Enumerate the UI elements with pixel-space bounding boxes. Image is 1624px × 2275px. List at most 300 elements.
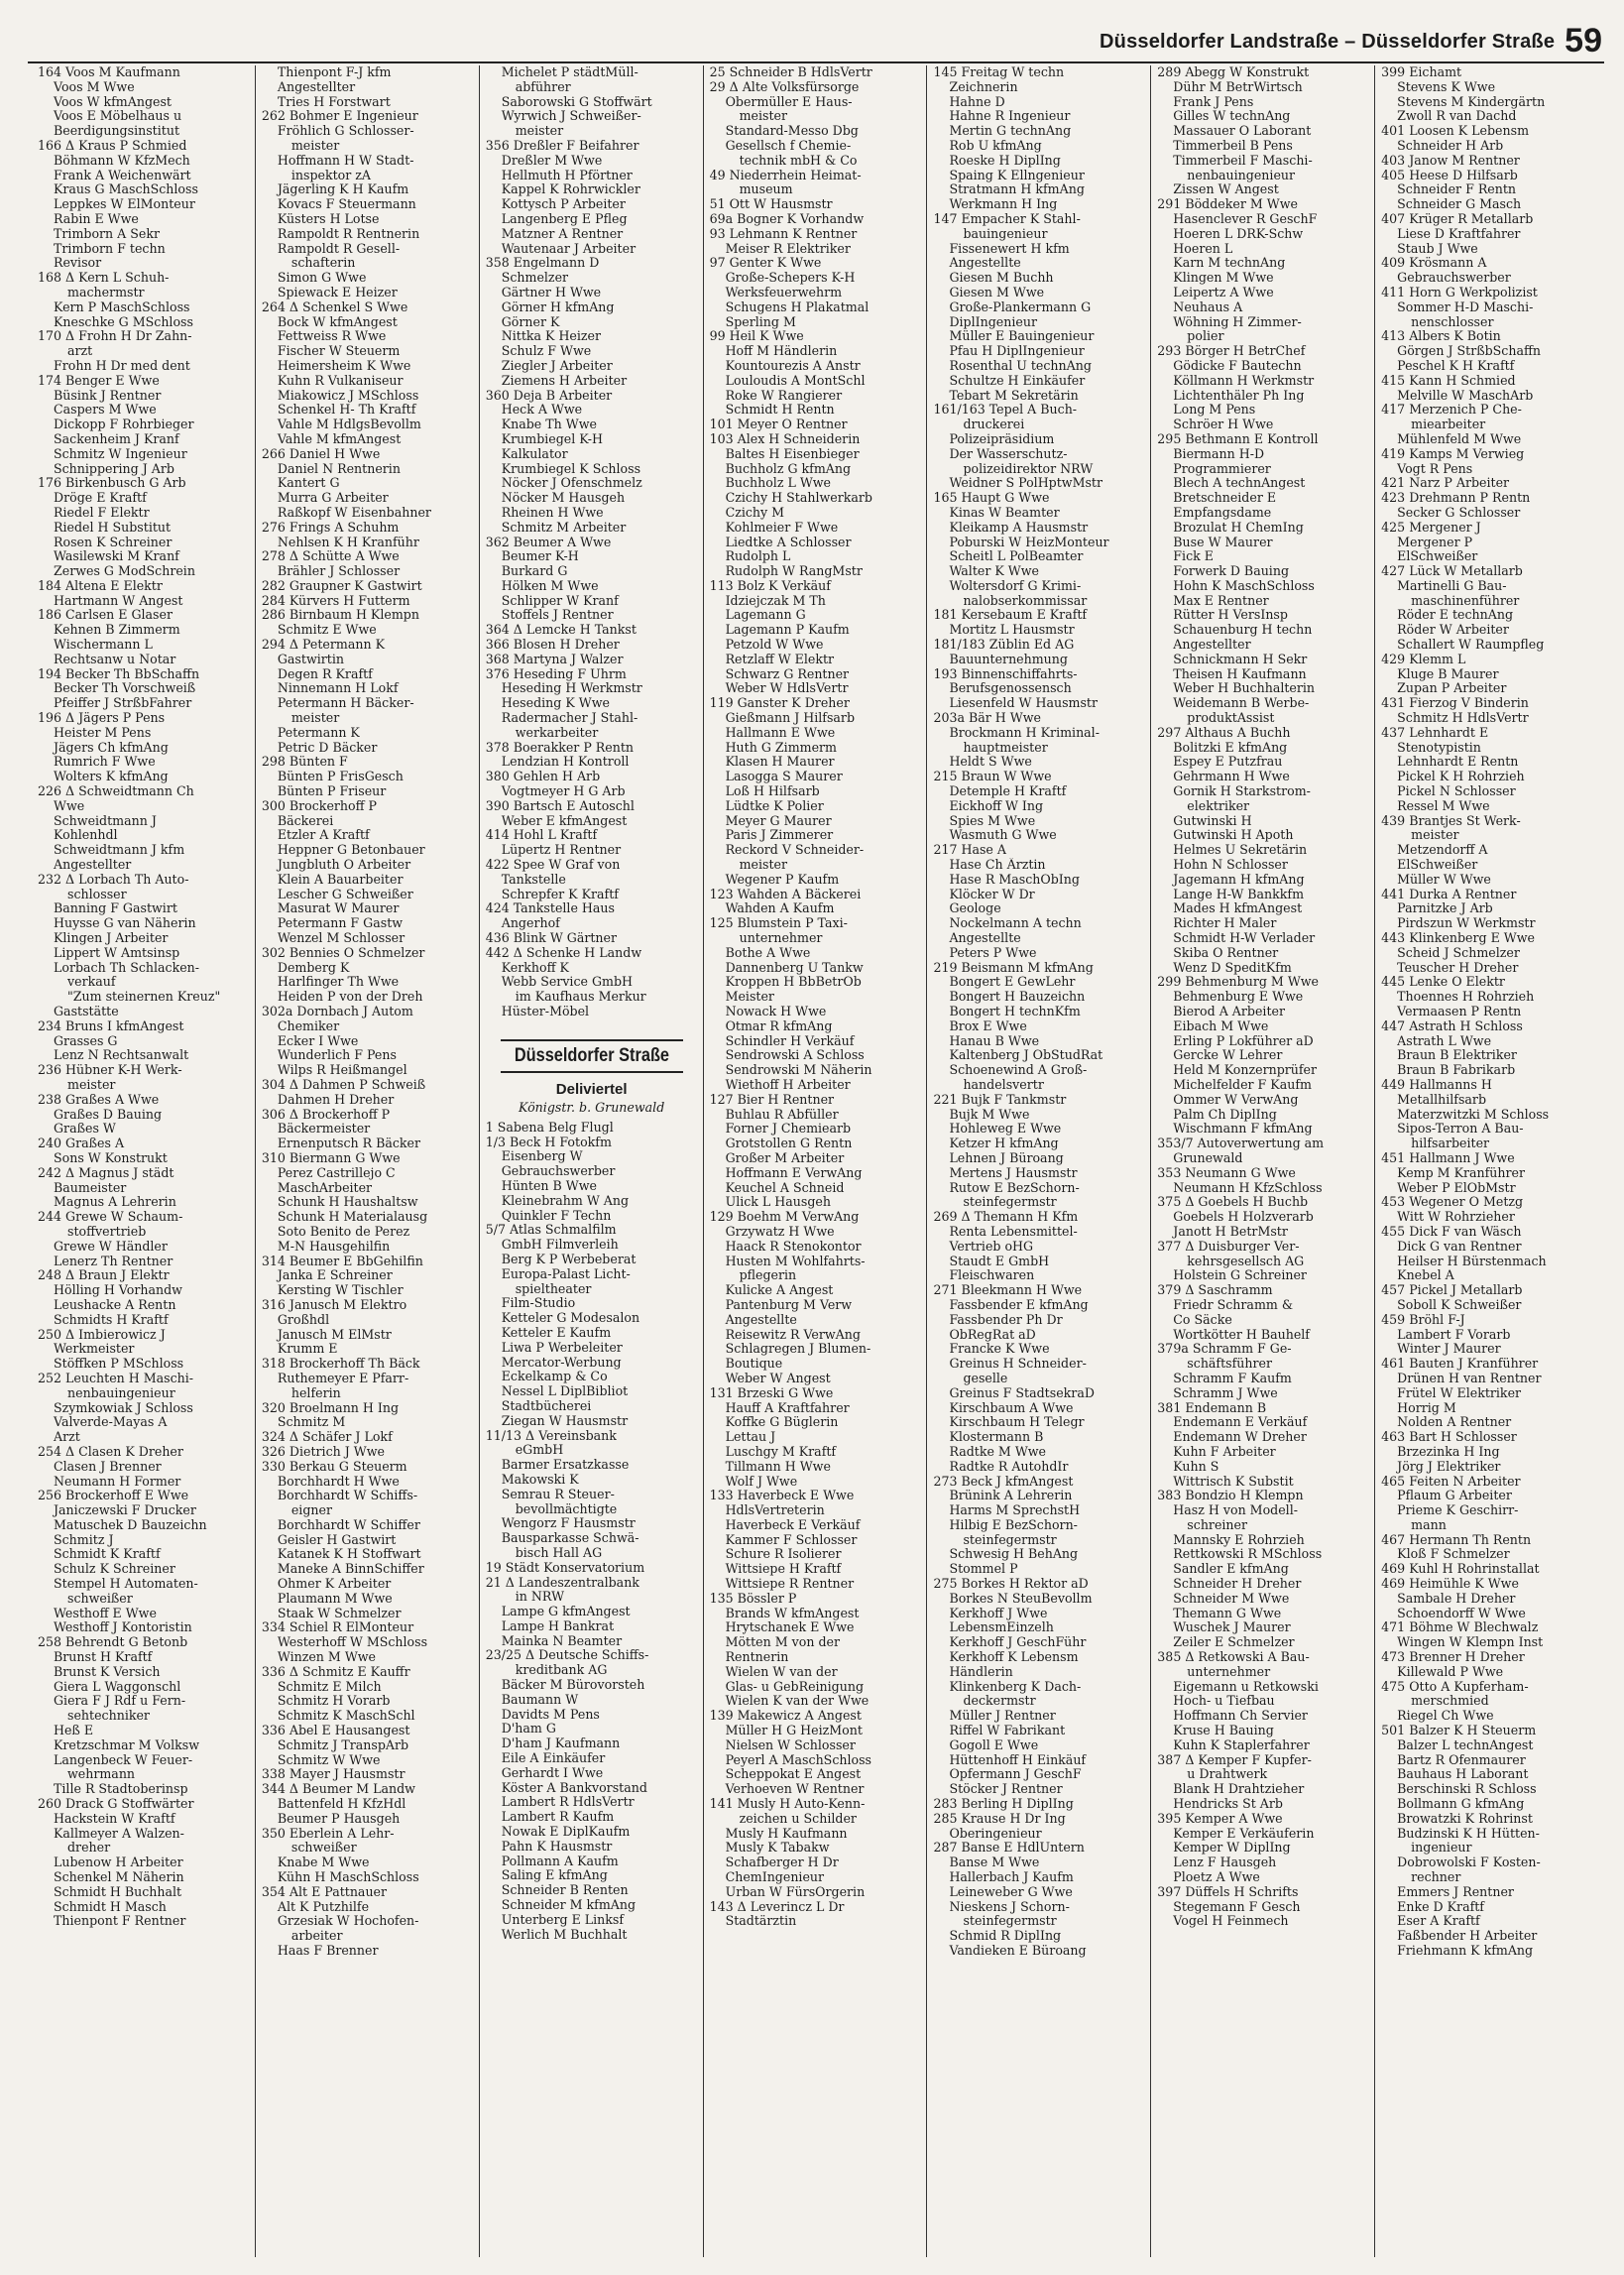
directory-entry: Bothe A Wwe (725, 945, 811, 960)
directory-entry: bisch Hall AG (515, 1545, 603, 1560)
directory-entry: 336 Abel E Hausangest (261, 1724, 410, 1738)
directory-entry: Peters P Wwe (949, 945, 1037, 960)
directory-entry: schafterin (290, 256, 356, 271)
directory-entry: Enke D Kraftf (1397, 1899, 1484, 1914)
directory-entry: Mannsky E Rohrzieh (1173, 1532, 1305, 1547)
directory-entry: Melville W MaschArb (1397, 388, 1534, 403)
directory-entry: 215 Braun W Wwe (933, 770, 1052, 784)
directory-entry: Pfeiffer J StrßbFahrer (54, 696, 192, 711)
directory-entry: Nockelmann A techn (949, 916, 1082, 931)
directory-entry: Prieme K Geschirr- (1397, 1503, 1519, 1518)
directory-entry: Ommer W VerwAng (1173, 1092, 1299, 1107)
directory-entry: Weber W Angest (725, 1371, 831, 1385)
directory-entry: Hohn K MaschSchloss (1173, 578, 1315, 593)
directory-entry: Katanek K H Stoffwart (277, 1547, 421, 1562)
directory-entry: in NRW (515, 1590, 565, 1605)
directory-entry: Gutwinski H Apoth (1173, 828, 1294, 843)
directory-entry: Standard-Messo Dbg (725, 124, 859, 139)
directory-entry: Helmes U Sekretärin (1173, 843, 1308, 858)
directory-entry: 358 Engelmann D (485, 256, 600, 271)
directory-entry: Poburski W HeizMonteur (949, 535, 1109, 549)
directory-entry: Hoeren L (1173, 241, 1233, 256)
directory-entry: Schunk H Haushaltsw (277, 1195, 418, 1210)
directory-entry: 143 Δ Leverincz L Dr (709, 1899, 845, 1914)
directory-entry: Baumann W (501, 1692, 579, 1707)
directory-entry: Ziegler J Arbeiter (501, 358, 613, 373)
directory-entry: 334 Schiel R ElMonteur (261, 1620, 414, 1635)
directory-entry: Makowski K (501, 1472, 579, 1487)
directory-entry: Brozulat H ChemIng (1173, 520, 1304, 535)
directory-entry: Renta Lebensmittel- (949, 1224, 1078, 1239)
directory-entry: Böhmann W KfzMech (54, 153, 190, 168)
directory-entry: Meiser R Elektriker (725, 241, 851, 256)
directory-entry: 286 Birnbaum H Klempn (261, 608, 419, 623)
directory-entry: Hilbig E BezSchorn- (949, 1517, 1078, 1532)
directory-entry: Czichy H Stahlwerkarb (725, 491, 872, 506)
directory-entry: Giesen M Buchh (949, 271, 1054, 286)
directory-entry: Film-Studio (501, 1296, 576, 1311)
directory-entry: Büsink J Rentner (54, 388, 162, 403)
directory-entry: Gornik H Starkstrom- (1173, 784, 1311, 799)
directory-entry: 314 Beumer E BbGehilfin (261, 1254, 423, 1268)
directory-entry: Schafberger H Dr (725, 1856, 839, 1870)
directory-entry: Pirdszun W Werkmstr (1397, 916, 1536, 931)
directory-entry: 260 Drack G Stoffwärter (38, 1797, 194, 1812)
directory-entry: Materzwitzki M Schloss (1397, 1107, 1550, 1122)
directory-entry: Frohn H Dr med dent (54, 358, 190, 373)
directory-entry: Lagemann P Kaufm (725, 623, 850, 638)
page-number: 59 (1565, 22, 1602, 60)
directory-entry: Frütel W Elektriker (1397, 1385, 1522, 1400)
directory-entry: Dobrowolski F Kosten- (1397, 1856, 1541, 1870)
directory-entry: Bauunternehmung (949, 652, 1068, 666)
directory-entry: Meister (725, 990, 774, 1005)
directory-column (256, 65, 480, 2257)
directory-entry: im Kaufhaus Merkur (515, 990, 646, 1005)
directory-entry: Heilser H Bürstenmach (1397, 1254, 1547, 1268)
directory-entry: 405 Heese D Hilfsarb (1381, 168, 1518, 182)
directory-entry: Lüdtke K Polier (725, 798, 824, 813)
directory-entry: Hohn N Schlosser (1173, 858, 1288, 873)
directory-entry: Berschinski R Schloss (1397, 1782, 1537, 1797)
directory-entry: Schmitz M (277, 1415, 346, 1430)
directory-entry: 353/7 Autoverwertung am (1157, 1137, 1325, 1151)
directory-entry: Gogoll E Wwe (949, 1737, 1039, 1752)
directory-entry: Liese D Kraftfahrer (1397, 226, 1521, 241)
directory-entry: Goebels H Holzverarb (1173, 1210, 1314, 1225)
directory-entry: Petzold W Wwe (725, 638, 824, 653)
directory-entry: Peyerl A MaschSchloss (725, 1752, 872, 1767)
directory-entry: 344 Δ Beumer M Landw (261, 1782, 415, 1797)
directory-entry: Zissen W Angest (1173, 182, 1279, 197)
directory-entry: 424 Tankstelle Haus (485, 901, 615, 916)
directory-entry: 232 Δ Lorbach Th Auto- (38, 872, 189, 887)
directory-entry: Leppkes W ElMonteur (54, 197, 195, 212)
directory-entry: Schulz K Schreiner (54, 1562, 175, 1577)
directory-entry: Angestellte (725, 1312, 797, 1327)
directory-entry: Sendrowski M Näherin (725, 1063, 872, 1078)
directory-entry: Brähler J Schlosser (277, 564, 401, 579)
directory-entry: Angerhof (501, 916, 560, 931)
directory-entry: Roke W Rangierer (725, 388, 843, 403)
directory-entry: Hauff A Kraftfahrer (725, 1400, 850, 1415)
directory-entry: technik mbH & Co (739, 153, 858, 168)
directory-entry: D'ham G (501, 1722, 556, 1736)
directory-entry: Saborowski G Stoffwärt (501, 94, 652, 109)
directory-entry: Dickopp F Rohrbieger (54, 418, 194, 432)
directory-entry: 417 Merzenich P Che- (1381, 403, 1522, 418)
directory-entry: Magnus A Lehrerin (54, 1195, 176, 1210)
directory-entry: Wingen W Klempn Inst (1397, 1635, 1544, 1650)
directory-entry: Grewe W Händler (54, 1239, 168, 1254)
directory-entry: Röder W Arbeiter (1397, 623, 1509, 638)
directory-entry: Nieskens J Schorn- (949, 1899, 1070, 1914)
directory-entry: 377 Δ Duisburger Ver- (1157, 1239, 1300, 1254)
directory-entry: Weidner S PolHptwMstr (949, 476, 1103, 491)
directory-entry: Sackenheim J Kranf (54, 431, 179, 446)
directory-entry: Köllmann H Werkmstr (1173, 373, 1315, 388)
directory-entry: Kappel K Rohrwickler (501, 182, 640, 197)
directory-entry: Janott H BetrMstr (1173, 1224, 1288, 1239)
directory-entry: maschinenführer (1411, 593, 1520, 608)
directory-entry: 269 Δ Themann H Kfm (933, 1210, 1079, 1225)
directory-entry: Kohlmeier F Wwe (725, 520, 839, 535)
directory-entry: Kerkhoff J Wwe (949, 1606, 1048, 1620)
directory-entry: Jägerling K H Kaufm (277, 182, 409, 197)
directory-entry: 366 Blosen H Dreher (485, 638, 620, 653)
directory-entry: Schmitz M Arbeiter (501, 520, 627, 535)
directory-entry: Dreßler M Wwe (501, 153, 603, 168)
directory-entry: Kammer F Schlosser (725, 1532, 858, 1547)
directory-entry: 170 Δ Frohn H Dr Zahn- (38, 329, 192, 344)
directory-entry: unternehmer (739, 931, 823, 946)
directory-entry: Bollmann G kfmAng (1397, 1797, 1525, 1812)
directory-entry: Kulicke A Angest (725, 1283, 834, 1298)
directory-entry: Werkmeister (54, 1342, 135, 1357)
directory-entry: Obermüller E Haus- (725, 94, 853, 109)
directory-entry: 19 Städt Konservatorium (485, 1560, 645, 1575)
directory-entry: Schulz F Wwe (501, 344, 592, 359)
directory-entry: Ziemens H Arbeiter (501, 373, 628, 388)
directory-entry: Schneider B Renten (501, 1883, 629, 1898)
directory-entry: Gebrauchswerber (501, 1164, 616, 1179)
directory-entry: 5/7 Atlas Schmalfilm (485, 1223, 617, 1238)
directory-entry: elektriker (1187, 798, 1250, 813)
directory-entry: Kemper W DiplIng (1173, 1841, 1291, 1856)
directory-entry: Bünten P FrisGesch (277, 770, 404, 784)
directory-entry: stoffvertrieb (67, 1224, 147, 1239)
directory-entry: 291 Böddeker M Wwe (1157, 197, 1298, 212)
directory-entry: Janusch M ElMstr (277, 1327, 392, 1342)
directory-entry: Wahden A Kaufm (725, 901, 835, 916)
directory-entry: Hasenclever R GeschF (1173, 211, 1318, 226)
directory-entry: 427 Lück W Metallarb (1381, 564, 1523, 579)
directory-columns (32, 65, 1598, 2257)
directory-entry: 97 Genter K Wwe (709, 256, 822, 271)
directory-entry: Pahn K Hausmstr (501, 1839, 613, 1854)
directory-entry: 471 Böhme W Blechwalz (1381, 1620, 1539, 1635)
directory-entry: 123 Wahden A Bäckerei (709, 887, 862, 901)
directory-entry: Liwa P Werbeleiter (501, 1340, 623, 1355)
directory-entry: 278 Δ Schütte A Wwe (261, 549, 400, 564)
directory-entry: Biermann H-D (1173, 446, 1265, 461)
directory-entry: Leipertz A Wwe (1173, 285, 1274, 299)
directory-entry: Hoch- u Tiefbau (1173, 1694, 1275, 1709)
directory-entry: Weber E kfmAngest (501, 813, 628, 828)
directory-entry: Neumann H Former (54, 1474, 181, 1489)
directory-entry: schweißer (290, 1841, 357, 1856)
directory-entry: 181/183 Züblin Ed AG (933, 638, 1075, 653)
directory-entry: Schmitz W Wwe (277, 1752, 381, 1767)
directory-entry: Lorbach Th Schlacken- (54, 960, 200, 975)
directory-entry: Gärtner H Wwe (501, 285, 602, 299)
directory-entry: Lichtenthäler Ph Ing (1173, 388, 1305, 403)
directory-entry: Hallmann E Wwe (725, 725, 836, 740)
directory-entry: Nehlsen K H Kranführ (277, 535, 419, 549)
directory-entry: Gaststätte (54, 1005, 119, 1018)
directory-entry: Davidts M Pens (501, 1707, 600, 1722)
directory-entry: Grasses G (54, 1033, 118, 1048)
directory-entry: Etzler A Kraftf (277, 828, 370, 843)
directory-entry: Müller H G HeizMont (725, 1724, 863, 1738)
directory-entry: Händlerin (949, 1664, 1013, 1679)
directory-entry: Kuhn K Staplerfahrer (1173, 1737, 1310, 1752)
directory-entry: Schmitz W Ingenieur (54, 446, 187, 461)
directory-entry: Hoffmann H W Stadt- (277, 153, 414, 168)
directory-entry: Wautenaar J Arbeiter (501, 241, 637, 256)
directory-entry: Budzinski K H Hütten- (1397, 1826, 1540, 1841)
directory-entry: Gercke W Lehrer (1173, 1048, 1283, 1063)
directory-entry: Reckord V Schneider- (725, 843, 865, 858)
directory-entry: 236 Hübner K-H Werk- (38, 1063, 182, 1078)
directory-entry: Gehrmann H Wwe (1173, 770, 1290, 784)
directory-entry: Klingen J Arbeiter (54, 931, 169, 946)
directory-entry: Stommel P (949, 1562, 1018, 1577)
directory-entry: Webb Service GmbH (501, 975, 634, 990)
directory-entry: 411 Horn G Werkpolizist (1381, 285, 1538, 299)
directory-entry: Hartmann W Angest (54, 593, 183, 608)
directory-entry: Bäcker M Bürovorsteh (501, 1678, 645, 1693)
directory-entry: 284 Kürvers H Futterm (261, 593, 410, 608)
directory-entry: Wenz D SpeditKfm (1173, 960, 1292, 975)
directory-entry: Berg K P Werbeberat (501, 1252, 637, 1266)
directory-entry: Michelfelder F Kaufm (1173, 1077, 1312, 1092)
directory-entry: Unterberg E Linksf (501, 1912, 625, 1927)
directory-entry: Jagemann H kfmAng (1173, 872, 1305, 887)
directory-entry: Vermaasen P Rentn (1397, 1005, 1522, 1018)
directory-entry: Buchholz G kfmAng (725, 461, 852, 476)
directory-entry: Kneschke G MSchloss (54, 314, 193, 329)
directory-entry: Revisor (54, 256, 102, 271)
directory-entry: Schramm F Kaufm (1173, 1371, 1292, 1385)
directory-entry: Stegemann F Gesch (1173, 1899, 1301, 1914)
directory-entry: Kuhn R Vulkaniseur (277, 373, 404, 388)
directory-entry: 302a Dornbach J Autom (261, 1005, 413, 1018)
directory-entry: schlosser (67, 887, 127, 901)
directory-entry: Pflaum G Arbeiter (1397, 1489, 1512, 1503)
directory-entry: Große-Schepers K-H (725, 271, 856, 286)
directory-entry: Baltes H Eisenbieger (725, 446, 860, 461)
directory-entry: Hasz H von Modell- (1173, 1503, 1298, 1518)
directory-entry: Geologe (949, 901, 1001, 916)
directory-entry: 93 Lehmann K Rentner (709, 226, 858, 241)
directory-entry: Battenfeld H KfzHdl (277, 1797, 406, 1812)
directory-entry: Schneider M Wwe (1173, 1591, 1290, 1606)
directory-entry: 287 Banse E HdlUntern (933, 1841, 1085, 1856)
directory-entry: museum (739, 182, 793, 197)
directory-entry: Wasmuth G Wwe (949, 828, 1057, 843)
directory-entry: Eckelkamp & Co (501, 1370, 608, 1384)
directory-entry: Dahmen H Dreher (277, 1092, 395, 1107)
directory-entry: Ninnemann H Lokf (277, 681, 399, 696)
directory-entry: Jungbluth O Arbeiter (277, 858, 411, 873)
directory-entry: Mortitz L Hausmstr (949, 623, 1075, 638)
directory-entry: Sendrowski A Schloss (725, 1048, 865, 1063)
directory-entry: Heister M Pens (54, 725, 152, 740)
directory-entry: 298 Bünten F (261, 755, 348, 770)
directory-entry: Jörg J Elektriker (1397, 1459, 1501, 1474)
directory-entry: Polizeipräsidium (949, 431, 1055, 446)
directory-entry: Der Wasserschutz- (949, 446, 1068, 461)
directory-entry: Thienpont F Rentner (54, 1914, 186, 1929)
directory-entry: Demberg K (277, 960, 350, 975)
directory-entry: Retzlaff W Elektr (725, 652, 835, 666)
directory-entry: meister (515, 124, 564, 139)
directory-entry: 375 Δ Goebels H Buchb (1157, 1195, 1309, 1210)
directory-entry: 165 Haupt G Wwe (933, 491, 1050, 506)
directory-entry: Wwe (54, 798, 85, 813)
directory-entry: Gilles W technAng (1173, 109, 1291, 124)
directory-entry: 194 Becker Th BbSchaffn (38, 666, 200, 681)
directory-entry: Winter J Maurer (1397, 1342, 1501, 1357)
directory-entry: 248 Δ Braun J Elektr (38, 1268, 170, 1283)
directory-entry: Hase Ch Ärztin (949, 858, 1046, 873)
directory-entry: D'ham J Kaufmann (501, 1736, 621, 1751)
directory-entry: nenbauingenieur (1187, 168, 1296, 182)
directory-entry: Glas- u GebReinigung (725, 1679, 865, 1694)
directory-entry: Erling P Lokführer aD (1173, 1033, 1314, 1048)
directory-entry: 145 Freitag W techn (933, 65, 1065, 79)
directory-entry: Forner J Chemiearb (725, 1122, 852, 1137)
directory-entry: Angestellter (54, 858, 132, 873)
directory-entry: Bierod A Arbeiter (1173, 1005, 1285, 1018)
directory-entry: Held M Konzernprüfer (1173, 1063, 1318, 1078)
directory-entry: 401 Loosen K Lebensm (1381, 124, 1530, 139)
directory-entry: Verhoeven W Rentner (725, 1782, 865, 1797)
directory-entry: Schlipper W Kranf (501, 593, 619, 608)
directory-entry: Sambale H Dreher (1397, 1591, 1516, 1606)
directory-entry: Beumer K-H (501, 549, 579, 564)
directory-entry: 356 Dreßler F Beifahrer (485, 138, 639, 153)
directory-entry: Schmitz J TranspArb (277, 1737, 409, 1752)
directory-entry: Sons W Konstrukt (54, 1150, 168, 1165)
directory-entry: Luschgy M Kraftf (725, 1444, 837, 1459)
directory-entry: Köster A Bankvorstand (501, 1780, 647, 1795)
directory-entry: Karn M technAng (1173, 256, 1286, 271)
directory-entry: Rabin E Wwe (54, 211, 139, 226)
directory-entry: Heldt S Wwe (949, 755, 1032, 770)
directory-entry: 238 Graßes A Wwe (38, 1092, 160, 1107)
directory-entry: 256 Brockerhoff E Wwe (38, 1489, 189, 1503)
directory-entry: Brzezinka H Ing (1397, 1444, 1500, 1459)
page-header (0, 10, 1602, 60)
directory-entry: Hohleweg E Wwe (949, 1122, 1062, 1137)
directory-entry: Klostermann B (949, 1430, 1044, 1445)
directory-entry: Wittsiepe R Rentner (725, 1577, 855, 1592)
directory-entry: Lescher G Schweißer (277, 887, 413, 901)
directory-entry: Arzt (54, 1430, 80, 1445)
directory-entry: Trimborn F techn (54, 241, 166, 256)
directory-entry: Alt K Putzhilfe (277, 1899, 370, 1914)
directory-entry: Kerkhoff K (501, 960, 569, 975)
directory-entry: Schenkel H- Th Kraftf (277, 403, 416, 418)
directory-entry: Banning F Gastwirt (54, 901, 177, 916)
directory-entry: Kottysch P Arbeiter (501, 197, 626, 212)
directory-entry: Roeske H DiplIng (949, 153, 1061, 168)
directory-entry: Dannenberg U Tankw (725, 960, 864, 975)
directory-entry: Musly H Kaufmann (725, 1826, 848, 1841)
directory-entry: Bongert E GewLehr (949, 975, 1076, 990)
directory-entry: Szymkowiak J Schloss (54, 1400, 193, 1415)
directory-entry: Schmitz K MaschSchl (277, 1709, 415, 1724)
directory-entry: Vogel H Feinmech (1173, 1914, 1289, 1929)
directory-entry: Kehnen B Zimmerm (54, 623, 180, 638)
directory-entry: Lippert W Amtsinsp (54, 945, 180, 960)
directory-entry: Rettkowski R MSchloss (1173, 1547, 1323, 1562)
directory-entry: "Zum steinernen Kreuz" (67, 990, 221, 1005)
directory-entry: 176 Birkenbusch G Arb (38, 476, 186, 491)
directory-entry: kreditbank AG (515, 1663, 608, 1678)
directory-entry: Degen R Kraftf (277, 666, 373, 681)
directory-entry: meister (739, 858, 787, 873)
directory-entry: Mercator-Werbung (501, 1355, 622, 1370)
directory-entry: 250 Δ Imbierowicz J (38, 1327, 166, 1342)
directory-entry: 443 Klinkenberg E Wwe (1381, 931, 1535, 946)
directory-entry: Rheinen H Wwe (501, 505, 604, 520)
directory-entry: Petermann F Gastw (277, 916, 404, 931)
directory-entry: Horrig M (1397, 1400, 1456, 1415)
directory-entry: Ohmer K Arbeiter (277, 1577, 392, 1592)
directory-entry: Lange H-W Bankkfm (1173, 887, 1305, 901)
directory-entry: Pantenburg M Verw (725, 1297, 853, 1312)
directory-column (1375, 65, 1598, 2257)
directory-entry: Empfangsdame (1173, 505, 1272, 520)
directory-entry: Werlich M Buchhalt (501, 1927, 628, 1942)
directory-entry: Valverde-Mayas A (54, 1415, 168, 1430)
directory-entry: 262 Bohmer E Ingenieur (261, 109, 418, 124)
directory-entry: Grunewald (1173, 1150, 1243, 1165)
directory-entry: Schnickmann H Sekr (1173, 652, 1308, 666)
directory-entry: Braun B Fabrikarb (1397, 1063, 1516, 1078)
directory-entry: Lettau J (725, 1430, 776, 1445)
directory-entry: 219 Beismann M kfmAng (933, 960, 1094, 975)
directory-entry: Hüttenhoff H Einkäuf (949, 1752, 1087, 1767)
directory-entry: Kountourezis A Anstr (725, 358, 861, 373)
street-title: Düsseldorfer Straße (501, 1039, 683, 1073)
directory-entry: Langenberg E Pfleg (501, 211, 628, 226)
directory-entry: Baumeister (54, 1180, 127, 1195)
directory-entry: Hölken M Wwe (501, 578, 599, 593)
directory-entry: 300 Brockerhoff P (261, 798, 378, 813)
directory-entry: Metallhilfsarb (1397, 1092, 1487, 1107)
directory-entry: Kovacs F Steuermann (277, 197, 416, 212)
directory-entry: Riedel H Substitut (54, 520, 172, 535)
directory-entry: Schrepfer K Kraftf (501, 887, 619, 901)
directory-entry: meister (1411, 828, 1459, 843)
directory-entry: 174 Benger E Wwe (38, 373, 160, 388)
directory-entry: Lehnhardt E Rentn (1397, 755, 1519, 770)
directory-entry: 380 Gehlen H Arb (485, 770, 601, 784)
